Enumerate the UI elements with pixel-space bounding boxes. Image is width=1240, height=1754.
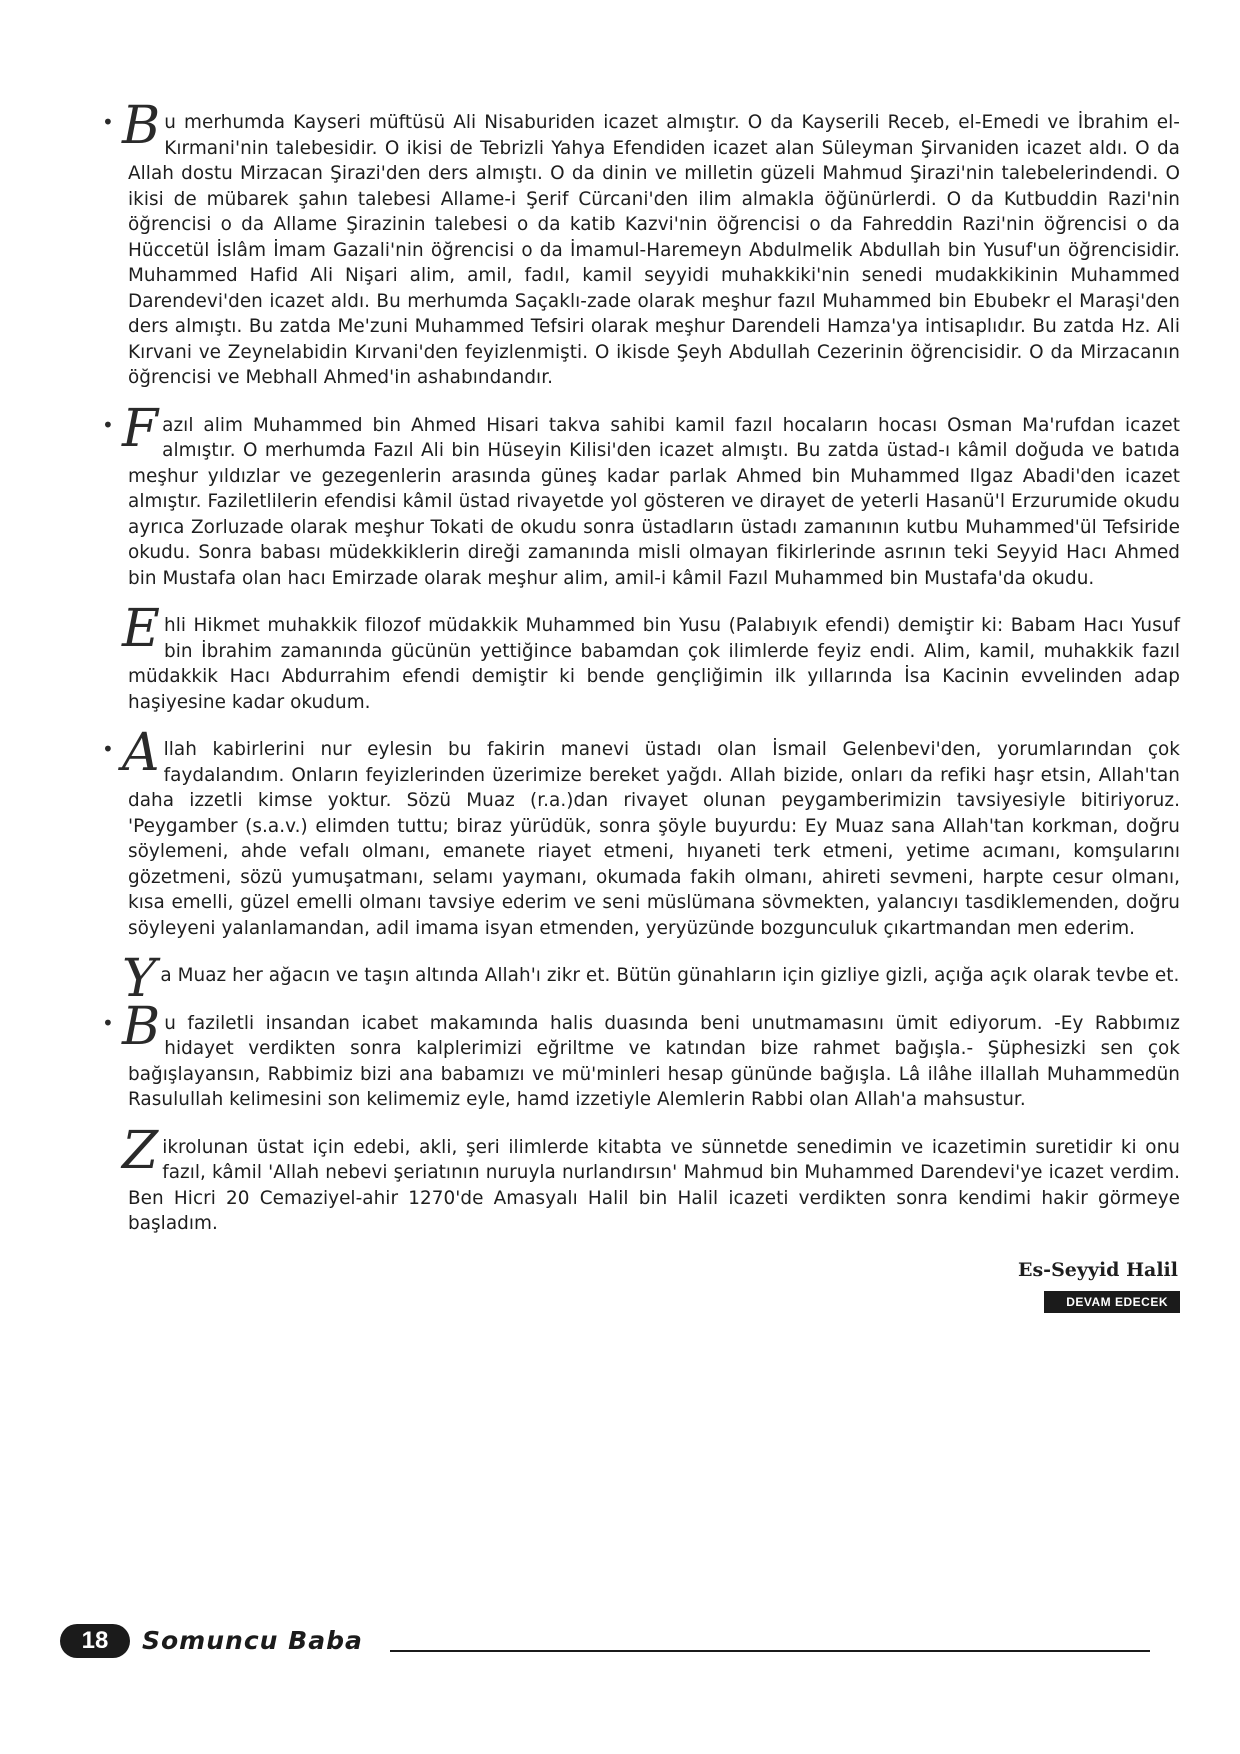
drop-cap: E bbox=[122, 599, 161, 659]
paragraph-4 bbox=[102, 723, 1180, 941]
bullet-icon: • bbox=[102, 737, 114, 761]
footer-divider bbox=[390, 1650, 1150, 1652]
magazine-title: Somuncu Baba bbox=[142, 1626, 363, 1655]
continued-row bbox=[122, 1291, 1180, 1313]
paragraph-3 bbox=[122, 599, 1180, 715]
bullet-icon: • bbox=[102, 110, 114, 134]
drop-cap: F bbox=[122, 398, 159, 459]
paragraph-text: u faziletli insandan icabet makamında halis duasında beni unutmamasını ümit ediyorum. -Ey Rabbımız hidayet verdikten sonra kalplerimizi eğriltme ve katından bize rahmet bağışla.- Şüphesizki sen çok bağışlayansın, Rabbimiz bizi ana babamızı ve mü'minleri hesap gününde bağışla. Lâ ilâhe illallah Muhammedün Rasulullah kelimesini son kelimemiz eyle, hamd izzetiyle Alemlerin Rabbi olan Allah'a mahsustur. bbox=[128, 1012, 1180, 1110]
drop-cap: A bbox=[122, 723, 160, 783]
drop-cap: B bbox=[122, 96, 161, 156]
paragraph-5 bbox=[122, 949, 1180, 1009]
page-number-badge: 18 bbox=[60, 1624, 130, 1658]
article-body bbox=[102, 96, 1180, 1313]
paragraph-text: ikrolunan üstat için edebi, akli, şeri ilimlerde kitabta ve sünnetde senedimin ve icazetimin suretidir ki onu fazıl, kâmil 'Allah nebevi şeriatının nuruyla nurlandırsın' Mahmud bin Muhammed Darendevi'ye icazet verdim. Ben Hicri 20 Cemaziyel-ahir 1270'de Amasyalı Halil bin Halil icazeti verdikten sonra kendimi hakir görmeye başladım. bbox=[128, 1136, 1180, 1234]
paragraph-2 bbox=[102, 398, 1180, 592]
paragraph-7 bbox=[122, 1120, 1180, 1237]
bullet-icon: • bbox=[102, 1010, 114, 1035]
drop-cap: B bbox=[122, 996, 161, 1057]
page-footer bbox=[60, 1624, 1180, 1664]
paragraph-1 bbox=[102, 96, 1180, 391]
paragraph-text: llah kabirlerini nur eylesin bu fakirin manevi üstadı olan İsmail Gelenbevi'den, yorumlarından çok faydalandım. Onların feyizlerinden üzerimize bereket yağdı. Allah bizide, onları da refiki haşr etsin, Allah'tan daha izzetli kimse yoktur. Sözü Muaz (r.a.)dan rivayet olunan peygamberimizin tavsiyesiyle bitiriyoruz. 'Peygamber (s.a.v.) elimden tuttu; biraz yürüdük, sonra şöyle buyurdu: Ey Muaz sana Allah'tan korkman, doğru söylemeni, ahde vefalı olmanı, emanete riayet etmeni, hıyaneti terk etmeni, yetime acımanı, komşularını gözetmeni, sözü yumuşatmanı, selamı yaymanı, okumada fakih olmanı, ahireti sevmeni, harpte cesur olmanı, kısa emelli, güzel emelli olmanı tavsiye ederim ve seni müslümana sövmekten, yalancıyı tasdiklemenden, doğru söyleyeni yalanlamandan, adil imama isyan etmenden, yeryüzünde bozgunculuk çıkartmandan men ederim. bbox=[128, 739, 1180, 939]
paragraph-text: hli Hikmet muhakkik filozof müdakkik Muhammed bin Yusu (Palabıyık efendi) demiştir ki: Babam Hacı Yusuf bin İbrahim zamanında gücünün yettiğince babamdan çok ilimlerde feyiz endi. Alim, kamil, muhakkik fazıl müdakkik Hacı Abdurrahim efendi demiştir ki bende gençliğimin ilk yıllarında İsa Kacinin evvelinden adap haşiyesine kadar okudum. bbox=[128, 615, 1180, 713]
paragraph-6 bbox=[102, 996, 1180, 1113]
bullet-icon: • bbox=[102, 412, 114, 437]
drop-cap: Y bbox=[122, 949, 157, 1009]
author-signature: Es-Seyyid Halil bbox=[1018, 1258, 1178, 1281]
continued-badge: DEVAM EDECEK bbox=[1044, 1291, 1180, 1313]
paragraph-text: a Muaz her ağacın ve taşın altında Allah'ı zikr et. Bütün günahların için gizliye gizli, açığa açık olarak tevbe et. bbox=[160, 965, 1180, 986]
drop-cap: Z bbox=[122, 1120, 159, 1181]
paragraph-text: u merhumda Kayseri müftüsü Ali Nisaburiden icazet almıştır. O da Kayserili Receb, el-Emedi ve İbrahim el-Kırmani'nin talebesidir. O ikisi de Tebrizli Yahya Efendiden icazet alan Süleyman Şirvaniden icazet aldı. O da Allah dostu Mirzacan Şirazi'den ders almıştı. O da dinin ve milletin güzeli Mahmud Şirazi'nin talebelerindendi. O ikisi de mübarek şahın talebesi Allame-i Şerif Cürcani'den ilim almakla öğünürlerdi. O da Kutbuddin Razi'nin öğrencisi o da Allame Şirazinin talebesi o da katib Kazvi'nin öğrencisi o da Fahreddin Razi'nin öğrencisi o da Hüccetül İslâm İmam Gazali'nin öğrencisi o da İmamul-Haremeyn Abdulmelik Abdullah bin Yusuf'un öğrencisidir. Muhammed Hafid Ali Nişari alim, amil, fadıl, kamil seyyidi muhakkiki'nin senedi mudakkikinin Muhammed Darendevi'den icazet aldı. Bu merhumda Saçaklı-zade olarak meşhur fazıl Muhammed bin Ebubekr el Maraşi'den ders almıştı. Bu zatda Me'zuni Muhammed Tefsiri olarak meşhur Darendeli Hamza'ya intisaplıdır. Bu zatda Hz. Ali Kırvani ve Zeynelabidin Kırvani'den feyizlenmişti. O ikisde Şeyh Abdullah Cezerinin öğrencisidir. O da Mirzacanın öğrencisi ve Mebhall Ahmed'in ashabındandır. bbox=[128, 112, 1180, 388]
paragraph-text: azıl alim Muhammed bin Ahmed Hisari takva sahibi kamil fazıl hocaların hocası Osman Ma'rufdan icazet almıştır. O merhumda Fazıl Ali bin Hüseyin Kilisi'den icazet almıştı. Bu zatda üstad-ı kâmil doğuda ve batıda meşhur yıldızlar ve gezegenlerin arasında güneş kadar parlak Ahmed bin Muhammed Ilgaz Abadi'den icazet almıştır. Faziletlilerin efendisi kâmil üstad rivayetde yol gösteren ve dirayet de yeterli Hasanü'l Erzurumide okudu ayrıca Zorluzade olarak meşhur Tokati de okudu sonra üstadların üstadı zamanının kutbu Muhammed'ül Tefsiride okudu. Sonra babası müdekkiklerin direği zamanında misli olmayan fikirlerinde asrının teki Seyyid Hacı Ahmed bin Mustafa olan hacı Emirzade olarak meşhur alim, amil-i kâmil Fazıl Muhammed bin Mustafa'da okudu. bbox=[128, 414, 1180, 589]
